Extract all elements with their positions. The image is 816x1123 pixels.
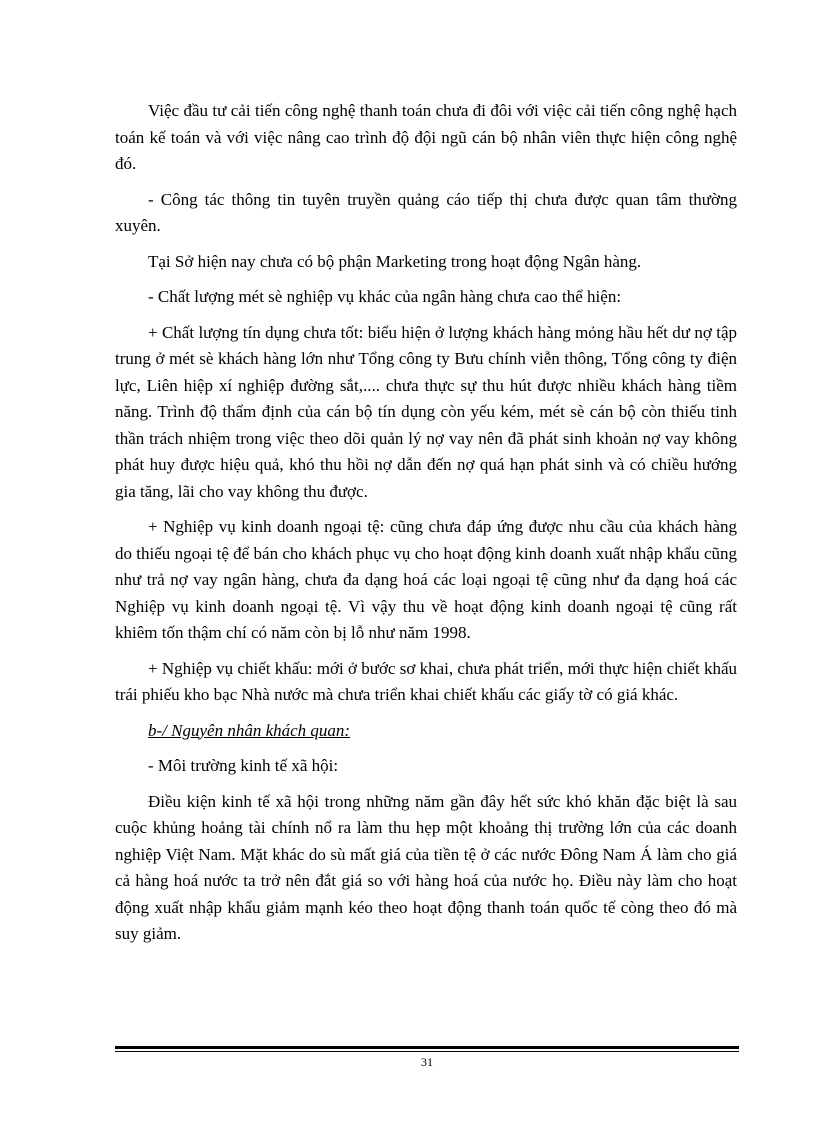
paragraph: + Nghiệp vụ chiết khấu: mới ở bước sơ khai, chưa phát triển, mới thực hiện chiết khấu trái phiếu kho bạc Nhà nước mà chưa triển khai chiết khấu các giấy tờ có giá khác. xyxy=(115,658,737,704)
page-body xyxy=(115,98,737,957)
section-heading-text: b-/ Nguyên nhân khách quan: xyxy=(148,720,351,740)
paragraph: Việc đầu tư cải tiến công nghệ thanh toán chưa đi đôi với việc cải tiến công nghệ hạch toán kế toán và với việc nâng cao trình độ đội ngũ cán bộ nhân viên thực hiện công nghệ đó. xyxy=(115,101,737,173)
paragraph: + Nghiệp vụ kinh doanh ngoại tệ: cũng chưa đáp ứng được nhu cầu của khách hàng do thiếu ngoại tệ để bán cho khách phục vụ cho hoạt động kinh doanh xuất nhập khẩu cũng như trả nợ vay ngân hàng, chưa đa dạng hoá các loại ngoại tệ cũng như đa dạng hoá các Nghiệp vụ kinh doanh ngoại tệ. Vì vậy thu về hoạt động kinh doanh ngoại tệ cũng rất khiêm tốn thậm chí có năm còn bị lỗ như năm 1998. xyxy=(115,517,737,642)
paragraph: - Công tác thông tin tuyên truyền quảng cáo tiếp thị chưa được quan tâm thường xuyên. xyxy=(115,189,737,235)
page-number: 31 xyxy=(421,1055,433,1069)
paragraph: + Chất lượng tín dụng chưa tốt: biểu hiện ở lượng khách hàng mỏng hầu hết dư nợ tập trung ở mét sè khách hàng lớn như Tổng công ty Bưu chính viễn thông, Tổng công ty điện lực, Liên hiệp xí nghiệp đường sắt,.... chưa thực sự thu hút được nhiều khách hàng tiềm năng. Trình độ thẩm định của cán bộ tín dụng còn yếu kém, mét sè cán bộ còn thiếu tinh thần trách nhiệm trong việc theo dõi quản lý nợ vay nên đã phát sinh khoản nợ vay không phát huy được hiệu quả, khó thu hồi nợ dẫn đến nợ quá hạn phát sinh và có chiều hướng gia tăng, lãi cho vay không thu được. xyxy=(115,322,737,501)
paragraph: Điều kiện kinh tế xã hội trong những năm gần đây hết sức khó khăn đặc biệt là sau cuộc khủng hoảng tài chính nổ ra làm thu hẹp một khoảng thị trường lớn của các doanh nghiệp Việt Nam. Mặt khác do sù mất giá của tiền tệ ở các nước Đông Nam Á làm cho giá cả hàng hoá nước ta trở nên đắt giá so với hàng hoá của nước họ. Điều này làm cho hoạt động xuất nhập khẩu giảm mạnh kéo theo hoạt động thanh toán quốc tế còng theo đó mà suy giảm. xyxy=(115,791,737,943)
footer-divider-thin xyxy=(115,1051,739,1052)
paragraph: - Chất lượng mét sè nghiệp vụ khác của ngân hàng chưa cao thể hiện: xyxy=(148,287,622,306)
section-heading xyxy=(115,718,737,745)
paragraph: - Môi trường kinh tế xã hội: xyxy=(148,756,339,775)
paragraph: Tại Sở hiện nay chưa có bộ phận Marketing trong hoạt động Ngân hàng. xyxy=(148,251,642,271)
footer-divider-thick xyxy=(115,1046,739,1049)
